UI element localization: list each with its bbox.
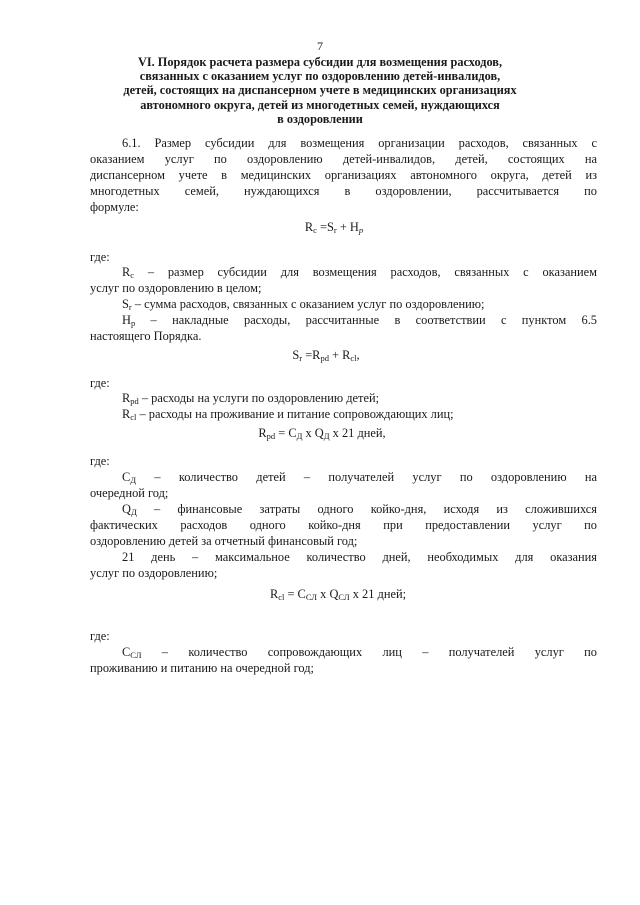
paragraph-line: 6.1. Размер субсидии для возмещения организации расходов, связанных с (122, 136, 597, 150)
definition-21-days-cont: услуг по оздоровлению; (90, 566, 218, 580)
paragraph-line: оказанием услуг по оздоровлению детей-инвалидов, детей, состоящих на (90, 152, 597, 166)
paragraph-line: многодетных семей, нуждающихся в оздоровлении, рассчитывается по (90, 184, 597, 198)
definition-cd-cont: очередной год; (90, 486, 169, 500)
definition-qd-cont: фактических расходов одного койко-дня при предоставлении услуг по (90, 518, 597, 532)
where-label: где: (90, 376, 110, 390)
definition-21-days: 21 день – максимальное количество дней, необходимых для оказания (122, 550, 597, 564)
heading-line: VI. Порядок расчета размера субсидии для возмещения расходов, (137, 55, 503, 69)
definition-hp: $H_p$ – накладные расходы, рассчитанные в соответствии с пунктом 6.5 (122, 313, 597, 328)
heading-line: в оздоровлении (277, 111, 363, 126)
definition-hp-cont: настоящего Порядка. (90, 329, 202, 343)
where-label: где: (90, 629, 110, 643)
paragraph-line: формуле: (90, 200, 139, 214)
formula-rcl: $R_{cl} = C_{СЛ}$ x $Q_{СЛ}$ x 21 дней; (269, 587, 407, 602)
definition-csl: $C_{СЛ}$ – количество сопровождающих лиц – получателей услуг по (122, 645, 597, 660)
formula-rc: $R_c =S_r + H_p$ (304, 220, 364, 235)
where-label: где: (90, 250, 110, 264)
definition-qd-cont: оздоровлению детей за отчетный финансовый год; (90, 534, 358, 548)
definition-qd: $Q_Д$ – финансовые затраты одного койко-дня, исходя из сложившихся (122, 502, 597, 517)
heading-line: связанных с оказанием услуг по оздоровлению детей-инвалидов, (139, 69, 501, 84)
formula-rpd: $R_{pd} = C_Д$ x $Q_Д$ x 21 дней, (258, 426, 386, 441)
definition-cd: $C_Д$ – количество детей – получателей услуг по оздоровлению на (122, 470, 597, 485)
heading-line: автономного округа, детей из многодетных семей, нуждающихся (140, 97, 500, 112)
where-label: где: (90, 454, 110, 468)
paragraph-line: диспансерном учете в медицинских организациях автономного округа, детей из (90, 168, 597, 182)
definition-rc-cont: услуг по оздоровлению в целом; (90, 281, 262, 295)
page-number: 7 (317, 39, 323, 53)
definition-rc: $R_c$ – размер субсидии для возмещения расходов, связанных с оказанием (122, 265, 597, 280)
section-heading (80, 55, 560, 126)
heading-line: детей, состоящих на диспансерном учете в медицинских организациях (123, 83, 517, 98)
definition-csl-cont: проживанию и питанию на очередной год; (90, 661, 314, 675)
formula-sr: $S_r =R_{pd} + R_{cl}$, (292, 348, 360, 363)
definition-sr: $S_r$ – сумма расходов, связанных с оказанием услуг по оздоровлению; (122, 297, 485, 312)
definition-rcl: $R_{cl}$ – расходы на проживание и питание сопровождающих лиц; (122, 407, 454, 422)
definition-rpd: $R_{pd}$ – расходы на услуги по оздоровлению детей; (122, 391, 380, 406)
